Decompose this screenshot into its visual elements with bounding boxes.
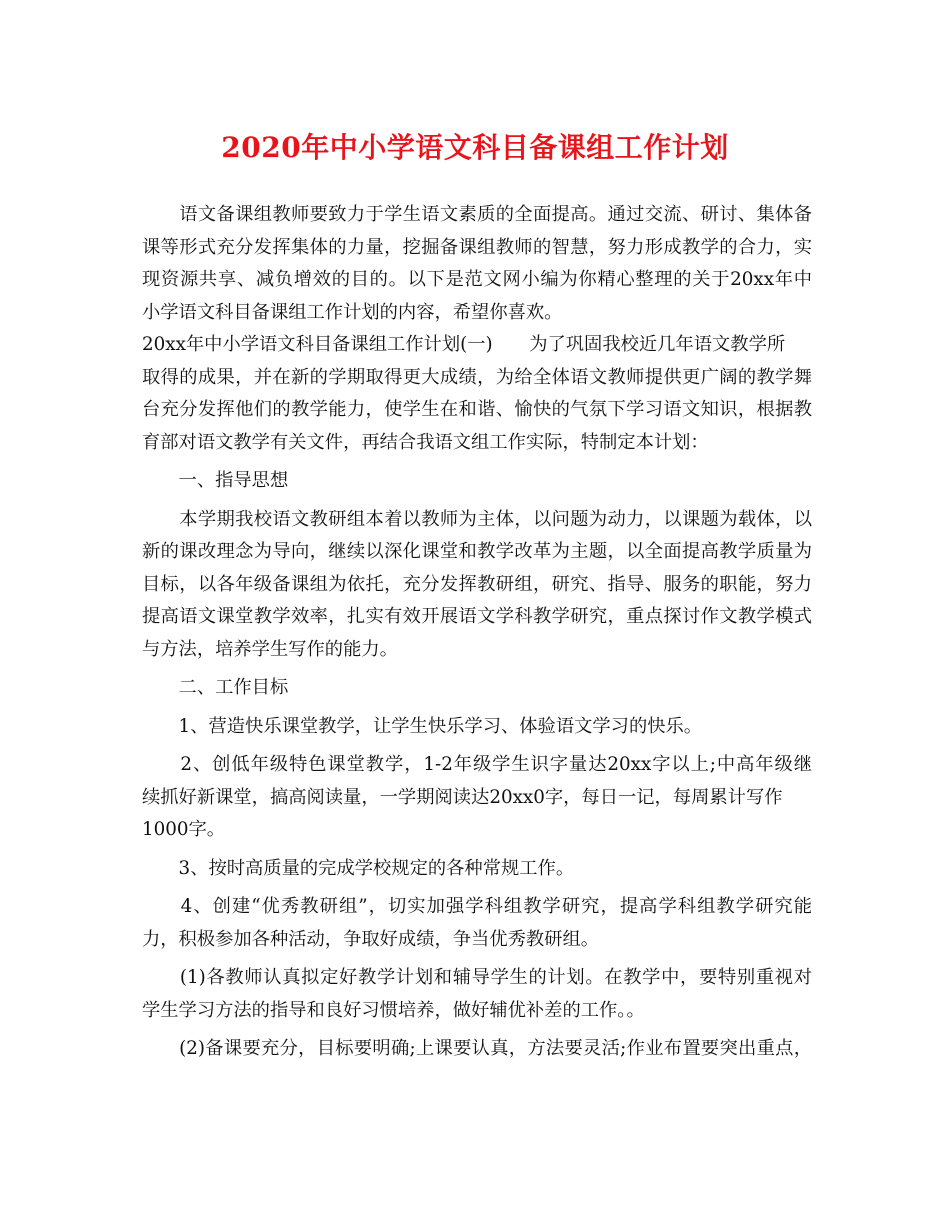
document-body bbox=[142, 199, 812, 1066]
text-line: 取得的成果，并在新的学期取得更大成绩，为给全体语文教师提供更广阔的教学舞 bbox=[142, 366, 812, 388]
text-line: 4、创建“优秀教研组”，切实加强学科组教学研究，提高学科组教学研究能 bbox=[142, 896, 812, 917]
text-line: 一、指导思想 bbox=[142, 470, 289, 491]
text-line: 现资源共享、减负增效的目的。以下是范文网小编为你精心整理的关于20xx年中 bbox=[142, 269, 812, 290]
text-line: 新的课改理念为导向，继续以深化课堂和教学改革为主题，以全面提高教学质量为 bbox=[142, 541, 812, 562]
text-line: 2、创低年级特色课堂教学，1-2年级学生识字量达20xx字以上;中高年级继 bbox=[142, 754, 812, 775]
text-line: 1、营造快乐课堂教学，让学生快乐学习、体验语文学习的快乐。 bbox=[142, 715, 703, 737]
text-line: 育部对语文教学有关文件，再结合我语文组工作实际，特制定本计划： bbox=[142, 431, 709, 453]
text-line: 力，积极参加各种活动，争取好成绩，争当优秀教研组。 bbox=[142, 928, 600, 950]
document-title: 2020年中小学语文科目备课组工作计划 bbox=[221, 131, 729, 164]
text-line: 提高语文课堂教学效率，扎实有效开展语文学科教学研究，重点探讨作文教学模式 bbox=[142, 606, 812, 627]
text-line: 课等形式充分发挥集体的力量，挖掘备课组教师的智慧，努力形成教学的合力，实 bbox=[142, 236, 812, 258]
text-line: (2)备课要充分，目标要明确;上课要认真，方法要灵活;作业布置要突出重点， bbox=[142, 1038, 812, 1059]
text-line: 目标，以各年级备课组为依托，充分发挥教研组，研究、指导、服务的职能，努力 bbox=[142, 573, 812, 595]
text-line: 小学语文科目备课组工作计划的内容，希望你喜欢。 bbox=[142, 301, 563, 323]
text-line: 3、按时高质量的完成学校规定的各种常规工作。 bbox=[142, 857, 575, 879]
text-line: 续抓好新课堂，搞高阅读量，一学期阅读达20xx0字，每日一记，每周累计写作 bbox=[142, 786, 783, 808]
text-line: 20xx年中小学语文科目备课组工作计划(一) 为了巩固我校近几年语文教学所 bbox=[142, 334, 786, 355]
text-line: 语文备课组教师要致力于学生语文素质的全面提高。通过交流、研讨、集体备 bbox=[142, 204, 812, 225]
text-line: 1000字。 bbox=[142, 819, 226, 840]
text-line: 学生学习方法的指导和良好习惯培养，做好辅优补差的工作。。 bbox=[142, 999, 645, 1021]
text-line: 台充分发挥他们的教学能力，使学生在和谐、愉快的气氛下学习语文知识，根据教 bbox=[142, 399, 812, 420]
text-line: 本学期我校语文教研组本着以教师为主体，以问题为动力，以课题为载体，以 bbox=[142, 508, 812, 530]
text-line: 二、工作目标 bbox=[142, 677, 289, 698]
text-line: (1)各教师认真拟定好教学计划和辅导学生的计划。在教学中，要特别重视对 bbox=[142, 967, 812, 988]
text-line: 与方法，培养学生写作的能力。 bbox=[142, 638, 398, 660]
